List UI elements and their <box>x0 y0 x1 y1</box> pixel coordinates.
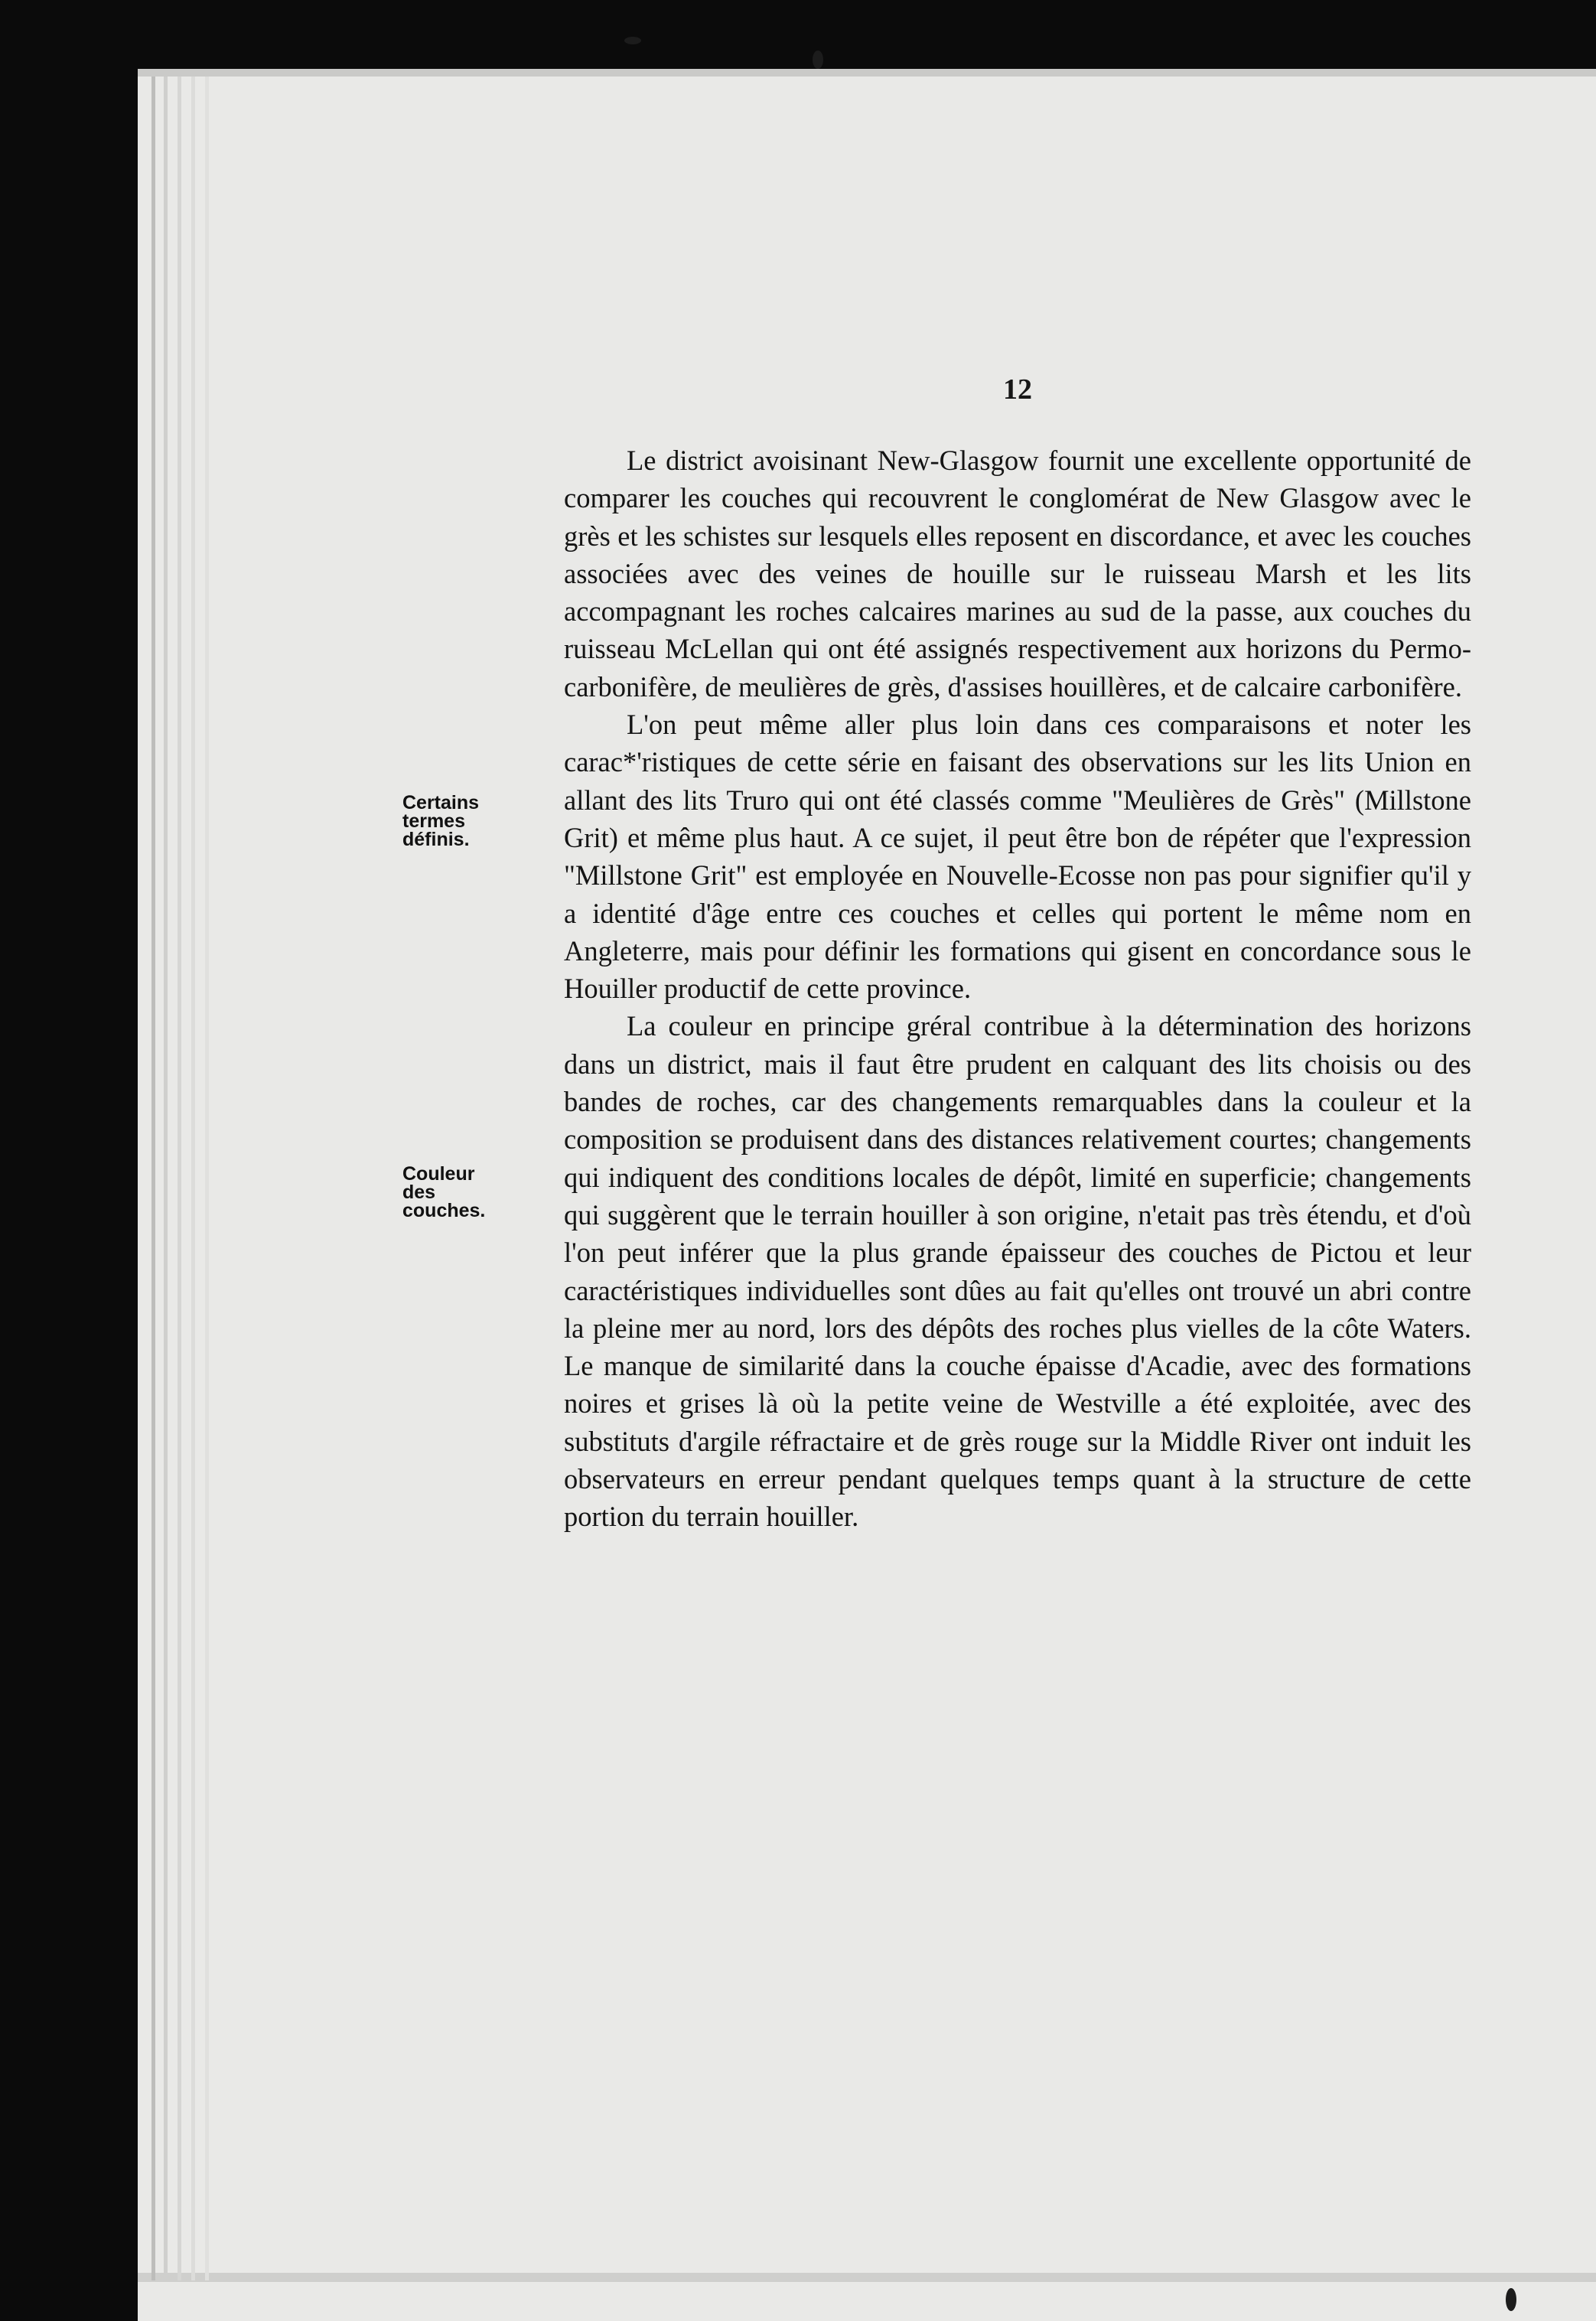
paragraph: Le district avoisinant New-Glasgow fournit une excellente opportunité de comparer les couches qui recouvrent le conglomérat de New Glasgow avec le grès et les schistes sur lesquels elles reposent en discordance, et avec les couches associées avec des veines de houille sur le ruisseau Marsh et les lits accompagnant les roches calcaires marines au sud de la passe, aux couches du ruisseau McLellan qui ont été assignés respectivement aux horizons du Permo-carbonifère, de meulières de grès, d'assises houillères, et de calcaire carbonifère. <box>564 445 1471 702</box>
scan-speck <box>813 51 823 69</box>
margin-note-line: Certains <box>402 792 480 813</box>
scan-speck <box>1506 2288 1516 2311</box>
margin-note-terms <box>402 794 517 849</box>
stacked-page-edge <box>205 77 209 2280</box>
page-bottom-edge <box>138 2273 1596 2282</box>
stacked-page-edge <box>164 77 168 2280</box>
margin-note-line: termes <box>402 810 465 832</box>
margin-note-line: Couleur <box>402 1163 475 1185</box>
stacked-page-edge <box>178 77 181 2280</box>
stacked-page-edge <box>191 77 195 2280</box>
body-text <box>564 442 1471 1536</box>
stacked-page-edge <box>151 77 155 2280</box>
margin-note-line: des <box>402 1182 436 1203</box>
scan-speck <box>624 37 641 44</box>
paragraph: L'on peut même aller plus loin dans ces comparaisons et noter les carac*'ristiques de cette série en faisant des observations sur les lits Union en allant des lits Truro qui ont été classés comme "Meulières de Grès" (Millstone Grit) et même plus haut. A ce sujet, il peut être bon de répéter que l'expression "Millstone Grit" est employée en Nouvelle-Ecosse non pas pour signifier qu'il y a identité d'âge entre ces couches et celles qui portent le même nom en Angleterre, mais pour définir les formations qui gisent en concordance sous le Houiller productif de cette province. <box>564 709 1471 1005</box>
margin-note-line: définis. <box>402 829 470 850</box>
page-top-edge <box>138 69 1596 77</box>
page-number: 12 <box>1003 373 1032 406</box>
margin-note-line: couches. <box>402 1200 486 1221</box>
margin-note-color <box>402 1165 517 1220</box>
paragraph: La couleur en principe gréral contribue à la détermination des horizons dans un district, mais il faut être prudent en calquant des lits choisis ou des bandes de roches, car des changements remarquables dans la couleur et la composition se produisent dans des distances relativement courtes; changements qui indiquent des conditions locales de dépôt, limité en superficie; changements qui suggèrent que le terrain houiller à son origine, n'etait pas très étendu, et d'où l'on peut inférer que la plus grande épaisseur des couches de Pictou et leur caractéristiques individuelles sont dûes au fait qu'elles ont trouvé un abri contre la pleine mer au nord, lors des dépôts des roches plus vielles de la côte Waters. Le manque de similarité dans la couche épaisse d'Acadie, avec des formations noires et grises là où la petite veine de Westville a été exploitée, avec des substituts d'argile réfractaire et de grès rouge sur la Middle River ont induit les observateurs en erreur pendant quelques temps quant à la structure de cette portion du terrain houiller. <box>564 1010 1471 1533</box>
